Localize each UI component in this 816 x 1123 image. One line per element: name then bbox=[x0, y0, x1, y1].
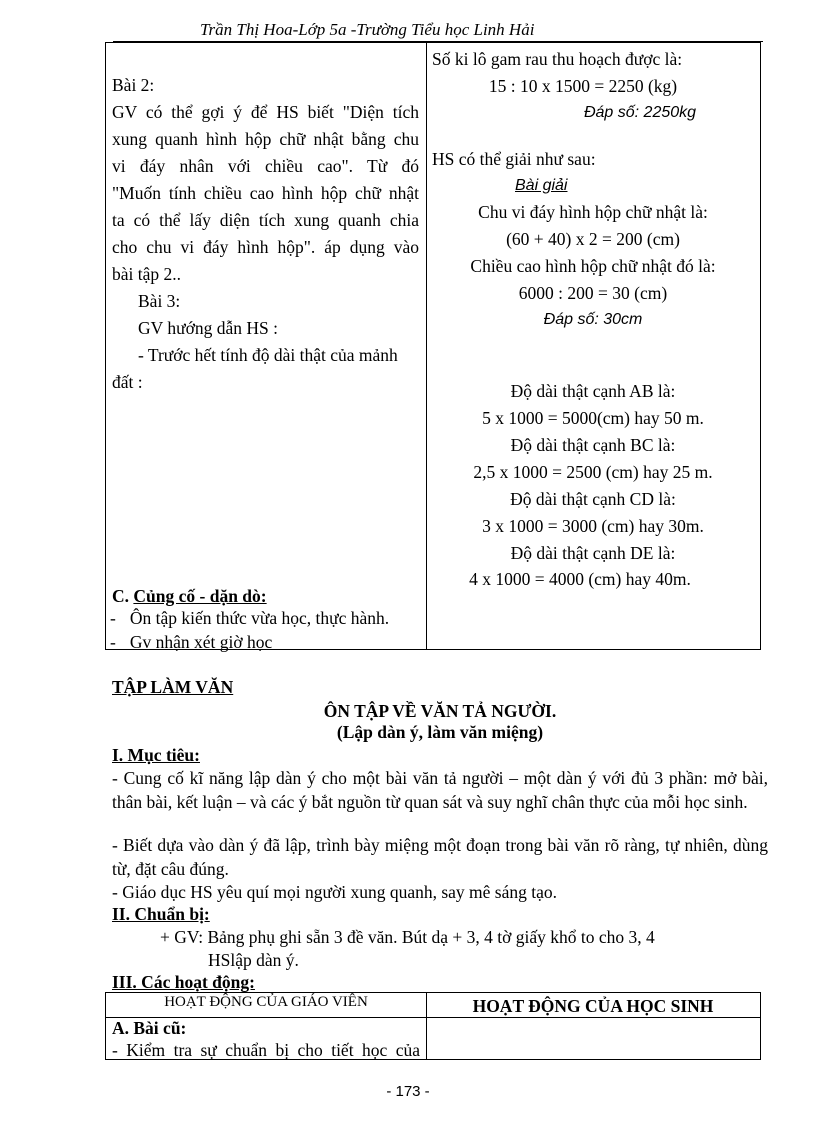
bai2-line: "Muốn tính chiều cao hình hộp chữ nhật bbox=[112, 183, 419, 203]
objective-item: - Biết dựa vào dàn ý đã lập, trình bày miệng một đoạn trong bài văn rõ ràng, tự nhiên, dùng từ, đặt câu đúng. bbox=[112, 835, 768, 879]
gv-instruction: GV hướng dẫn HS : bbox=[138, 318, 278, 338]
table-cell-text: - Kiểm tra sự chuẩn bị cho tiết học của bbox=[112, 1040, 420, 1060]
step-text: đất : bbox=[112, 372, 143, 392]
objective-item: - Cung cố kĩ năng lập dàn ý cho một bài văn tả người – một dàn ý với đủ 3 phần: mở bài, thân bài, kết luận – và các ý bắt nguồn từ quan sát và suy nghĩ chân thực của mỗi học sinh. bbox=[112, 768, 768, 812]
answer-text: Chu vi đáy hình hộp chữ nhật là: bbox=[478, 202, 708, 222]
lesson-subtitle: (Lập dàn ý, làm văn miệng) bbox=[336, 722, 544, 742]
bai2-line: ta có thể lấy diện tích xung quanh chia bbox=[112, 210, 419, 230]
section-c-heading: C. Củng cố - dặn dò: bbox=[112, 586, 267, 606]
section-objectives: I. Mục tiêu: bbox=[112, 745, 200, 765]
page-number: - 173 - bbox=[386, 1083, 430, 1100]
section-activities: III. Các hoạt động: bbox=[112, 972, 255, 992]
prep-item: + GV: Bảng phụ ghi sẵn 3 đề văn. Bút dạ + 3, 4 tờ giấy khổ to cho 3, 4 bbox=[160, 927, 655, 947]
bai2-line: cho chu vi đáy hình hộp". áp dụng vào bbox=[112, 237, 419, 257]
page-header: Trần Thị Hoa-Lớp 5a -Trường Tiểu học Linh Hải bbox=[200, 20, 535, 39]
bai2-line: vi đáy nhân với chiều cao". Từ đó bbox=[112, 156, 419, 176]
bullet-item: - Ôn tập kiến thức vừa học, thực hành. bbox=[110, 608, 390, 628]
column-header-teacher: HOẠT ĐỘNG CỦA GIÁO VIÊN bbox=[164, 994, 368, 1010]
answer-calc: 6000 : 200 = 30 (cm) bbox=[518, 283, 668, 303]
bai2-line: xung quanh hình hộp chữ nhật bằng chu bbox=[112, 129, 419, 149]
answer-text: Số ki lô gam rau thu hoạch được là: bbox=[432, 49, 683, 69]
bai2-label: Bài 2: bbox=[112, 75, 155, 95]
bai3-label: Bài 3: bbox=[138, 291, 181, 311]
answer-text: Chiều cao hình hộp chữ nhật đó là: bbox=[470, 256, 716, 276]
step-text: - Trước hết tính độ dài thật của mảnh bbox=[138, 345, 398, 365]
solution-label: Bài giải bbox=[515, 177, 568, 194]
prep-item: HSlập dàn ý. bbox=[208, 950, 299, 970]
bai2-line: GV có thể gợi ý để HS biết "Diện tích bbox=[112, 102, 419, 122]
answer-calc: (60 + 40) x 2 = 200 (cm) bbox=[506, 229, 680, 249]
subject-heading: TẬP LÀM VĂN bbox=[112, 677, 234, 697]
section-preparation: II. Chuẩn bị: bbox=[112, 904, 210, 924]
column-header-student: HOẠT ĐỘNG CỦA HỌC SINH bbox=[472, 996, 714, 1016]
answer-calc: 4 x 1000 = 4000 (cm) hay 40m. bbox=[469, 569, 691, 589]
answer-calc: 2,5 x 1000 = 2500 (cm) hay 25 m. bbox=[473, 462, 713, 482]
answer-text: HS có thể giải như sau: bbox=[432, 149, 596, 169]
answer-text: Độ dài thật cạnh BC là: bbox=[510, 435, 676, 455]
answer-calc: 3 x 1000 = 3000 (cm) hay 30m. bbox=[482, 516, 704, 536]
answer-final: Đáp số: 2250kg bbox=[583, 104, 697, 121]
answer-final: Đáp số: 30cm bbox=[543, 311, 643, 328]
header-row-divider bbox=[106, 1017, 760, 1018]
bai2-line: bài tập 2.. bbox=[112, 264, 182, 284]
answer-calc: 5 x 1000 = 5000(cm) hay 50 m. bbox=[482, 408, 704, 428]
objective-item: - Giáo dục HS yêu quí mọi người xung quanh, say mê sáng tạo. bbox=[112, 882, 557, 902]
answer-text: Độ dài thật cạnh DE là: bbox=[510, 543, 676, 563]
answer-text: Độ dài thật cạnh CD là: bbox=[510, 489, 676, 509]
answer-calc: 15 : 10 x 1500 = 2250 (kg) bbox=[488, 76, 678, 96]
bullet-item: - Gv nhận xét giờ học bbox=[110, 632, 273, 652]
bai-cu-heading: A. Bài cũ: bbox=[112, 1018, 187, 1038]
lesson-title: ÔN TẬP VỀ VĂN TẢ NGƯỜI. bbox=[323, 701, 557, 721]
answer-text: Độ dài thật cạnh AB là: bbox=[510, 381, 676, 401]
